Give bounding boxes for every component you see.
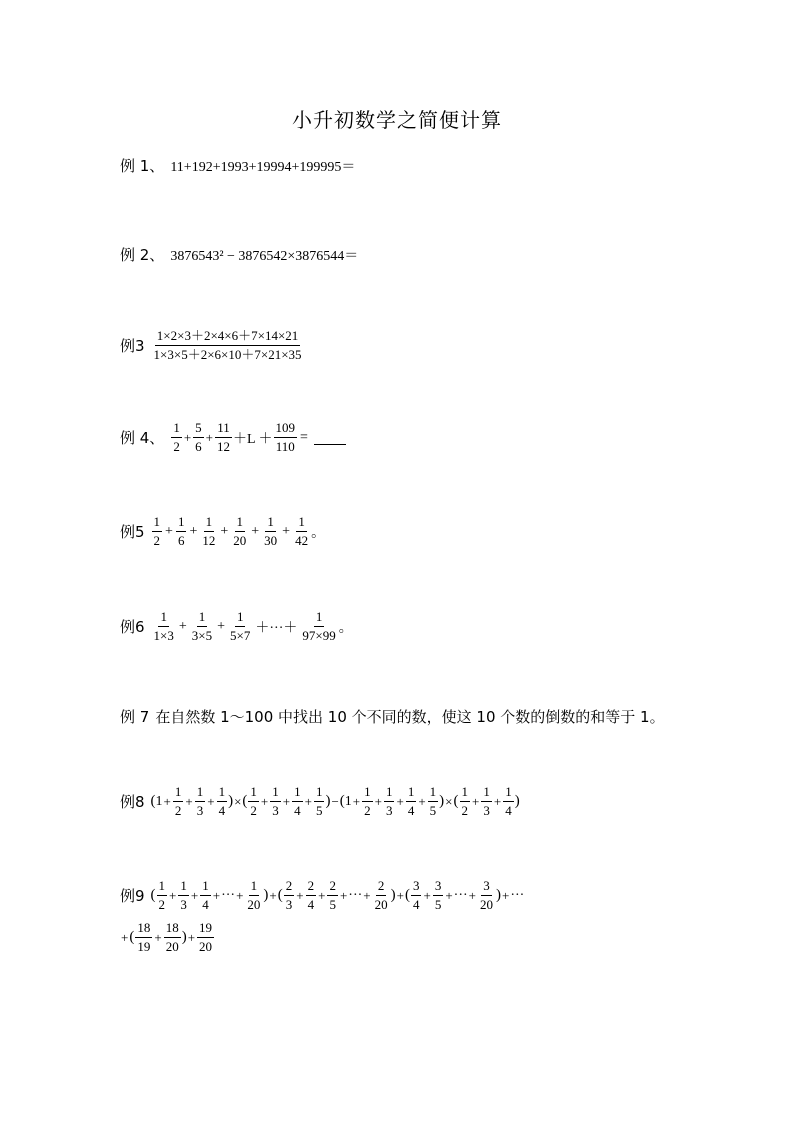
fraction-numerator: 19 bbox=[197, 920, 214, 938]
fraction-denominator: 1×3 bbox=[153, 628, 174, 643]
fraction-numerator: 2 bbox=[376, 878, 387, 896]
ellipsis: ··· bbox=[510, 887, 525, 903]
example-7 bbox=[120, 706, 665, 727]
open-paren: ( bbox=[150, 887, 156, 903]
fraction bbox=[406, 784, 417, 819]
plus-sign: + bbox=[296, 887, 304, 903]
fraction-denominator: 3 bbox=[285, 897, 293, 912]
plus-sign: + bbox=[374, 793, 382, 809]
fraction bbox=[362, 784, 373, 819]
fraction-denominator: 5 bbox=[429, 803, 437, 818]
fraction-numerator: 1 bbox=[362, 784, 373, 802]
times-sign: × bbox=[234, 793, 242, 809]
plus-sign: + bbox=[282, 793, 291, 809]
fraction-denominator: 20 bbox=[480, 897, 494, 912]
fraction bbox=[245, 878, 262, 913]
example-1 bbox=[120, 155, 355, 176]
fraction-numerator: 1 bbox=[235, 514, 246, 532]
fraction-numerator: 1 bbox=[481, 784, 492, 802]
close-paren: ) bbox=[514, 793, 520, 809]
fraction-denominator: 4 bbox=[412, 897, 420, 912]
number-one: 1 bbox=[155, 793, 163, 809]
fraction-numerator: 1 bbox=[173, 784, 184, 802]
equals-sign: = bbox=[300, 429, 308, 445]
fraction-denominator: 20 bbox=[233, 533, 247, 548]
fraction-denominator: 4 bbox=[307, 897, 315, 912]
fraction bbox=[164, 920, 181, 955]
fraction-denominator: 2 bbox=[173, 439, 180, 454]
fraction bbox=[152, 609, 176, 644]
fraction-numerator: 1 bbox=[158, 609, 169, 627]
fraction-numerator: 2 bbox=[284, 878, 295, 896]
plus-sign: + bbox=[163, 793, 171, 809]
fraction-numerator: 3 bbox=[481, 878, 492, 896]
example-8 bbox=[120, 784, 520, 819]
fraction bbox=[270, 784, 281, 819]
fraction bbox=[152, 514, 163, 549]
plus-sign: + bbox=[282, 523, 291, 539]
fraction-numerator: 3 bbox=[411, 878, 422, 896]
period-mark: 。 bbox=[311, 524, 326, 541]
fraction-numerator: 11 bbox=[215, 420, 232, 438]
fraction-denominator: 4 bbox=[294, 803, 301, 818]
fraction-denominator: 3 bbox=[272, 803, 279, 818]
plus-sign: + bbox=[189, 523, 198, 539]
fraction bbox=[384, 784, 395, 819]
example-1-expression: 11+192+1993+19994+199995＝ bbox=[170, 159, 356, 175]
fraction-numerator: 1 bbox=[248, 784, 259, 802]
plus-sign: + bbox=[183, 429, 192, 445]
example-4-ellipsis: ＋L ＋ bbox=[233, 431, 273, 447]
fraction-numerator: 1 bbox=[428, 784, 439, 802]
plus-sign: + bbox=[121, 929, 129, 945]
fraction-denominator: 97×99 bbox=[302, 628, 336, 643]
fraction-denominator: 110 bbox=[275, 439, 295, 454]
fraction-numerator: 1 bbox=[384, 784, 395, 802]
open-paren: ( bbox=[242, 793, 248, 809]
fraction bbox=[157, 878, 168, 913]
fraction bbox=[503, 784, 514, 819]
plus-sign: + bbox=[236, 887, 244, 903]
example-3 bbox=[120, 328, 305, 363]
fraction bbox=[373, 878, 390, 913]
example-7-label: 例 7 bbox=[120, 708, 150, 726]
ellipsis: ··· bbox=[221, 887, 236, 903]
plus-sign: + bbox=[493, 793, 502, 809]
fraction bbox=[292, 784, 303, 819]
fraction-numerator: 1 bbox=[217, 784, 228, 802]
fraction bbox=[231, 514, 248, 549]
example-7-text: 在自然数 1～100 中找出 10 个不同的数，使这 10 个数的倒数的和等于 1。 bbox=[155, 708, 665, 726]
fraction bbox=[411, 878, 422, 913]
plus-sign: + bbox=[352, 793, 361, 809]
fraction bbox=[306, 878, 317, 913]
fraction-denominator: 2 bbox=[250, 803, 257, 818]
fraction-denominator: 4 bbox=[505, 803, 512, 818]
fraction-numerator: 1 bbox=[178, 878, 189, 896]
example-6 bbox=[120, 609, 353, 644]
page-title: 小升初数学之简便计算 bbox=[292, 108, 502, 132]
plus-sign: + bbox=[220, 523, 229, 539]
fraction bbox=[173, 784, 184, 819]
close-paren: ) bbox=[390, 887, 396, 903]
fraction bbox=[433, 878, 444, 913]
fraction bbox=[197, 920, 214, 955]
fraction-denominator: 3 bbox=[196, 803, 204, 818]
open-paren: ( bbox=[453, 793, 459, 809]
example-9-line-1 bbox=[120, 878, 524, 913]
plus-sign: + bbox=[185, 793, 193, 809]
open-paren: ( bbox=[150, 793, 156, 809]
period-mark: 。 bbox=[338, 619, 353, 636]
fraction-numerator: 1 bbox=[314, 784, 325, 802]
plus-sign: + bbox=[318, 887, 326, 903]
fraction-numerator: 1 bbox=[503, 784, 514, 802]
times-sign: × bbox=[445, 793, 453, 809]
fraction-numerator: 1 bbox=[270, 784, 281, 802]
fraction bbox=[217, 784, 228, 819]
open-paren: ( bbox=[277, 887, 283, 903]
fraction-numerator: 1 bbox=[157, 878, 168, 896]
fraction-denominator: 2 bbox=[364, 803, 371, 818]
fraction bbox=[460, 784, 471, 819]
plus-sign: + bbox=[339, 887, 348, 903]
open-paren: ( bbox=[129, 929, 135, 945]
fraction bbox=[171, 420, 182, 455]
plus-sign: + bbox=[190, 887, 199, 903]
plus-sign: + bbox=[251, 523, 260, 539]
answer-blank bbox=[314, 430, 346, 445]
fraction-numerator: 1 bbox=[171, 420, 182, 438]
fraction-denominator: 5×7 bbox=[230, 628, 251, 643]
fraction-numerator: 1 bbox=[249, 878, 260, 896]
plus-sign: + bbox=[304, 793, 312, 809]
fraction-denominator: 1×3×5＋2×6×10＋7×21×35 bbox=[153, 347, 302, 362]
fraction bbox=[300, 609, 337, 644]
fraction-denominator: 4 bbox=[218, 803, 226, 818]
open-paren: ( bbox=[339, 793, 345, 809]
fraction-denominator: 2 bbox=[153, 533, 161, 548]
example-2-expression: 3876543² − 3876542×3876544＝ bbox=[170, 248, 359, 264]
fraction-numerator: 1 bbox=[204, 514, 215, 532]
fraction bbox=[248, 784, 259, 819]
fraction-denominator: 12 bbox=[217, 439, 230, 454]
example-4 bbox=[120, 420, 346, 455]
fraction-denominator: 4 bbox=[407, 803, 415, 818]
fraction-denominator: 42 bbox=[295, 533, 309, 548]
fraction-denominator: 6 bbox=[177, 533, 185, 548]
example-3-fraction bbox=[152, 328, 304, 363]
fraction-denominator: 20 bbox=[374, 897, 388, 912]
example-9-label: 例9 bbox=[120, 887, 145, 905]
example-3-label: 例3 bbox=[120, 337, 145, 355]
close-paren: ) bbox=[181, 929, 187, 945]
fraction bbox=[193, 420, 204, 455]
example-4-label: 例 4、 bbox=[120, 429, 165, 447]
plus-sign: + bbox=[269, 887, 277, 903]
fraction-denominator: 2 bbox=[461, 803, 469, 818]
open-paren: ( bbox=[404, 887, 410, 903]
fraction-denominator: 5 bbox=[315, 803, 323, 818]
fraction-numerator: 3 bbox=[433, 878, 444, 896]
plus-sign: + bbox=[154, 929, 162, 945]
plus-sign: + bbox=[217, 618, 226, 634]
fraction-denominator: 3 bbox=[385, 803, 393, 818]
ellipsis-term: ＋···＋ bbox=[255, 620, 298, 636]
close-paren: ) bbox=[263, 887, 269, 903]
example-5 bbox=[120, 514, 325, 549]
close-paren: ) bbox=[439, 793, 445, 809]
fraction-denominator: 4 bbox=[202, 897, 209, 912]
plus-sign: + bbox=[165, 523, 173, 539]
fraction-numerator: 1 bbox=[195, 784, 206, 802]
plus-sign: + bbox=[445, 887, 453, 903]
plus-sign: + bbox=[178, 618, 187, 634]
fraction bbox=[228, 609, 252, 644]
plus-sign: + bbox=[187, 929, 196, 945]
fraction-numerator: 1 bbox=[176, 514, 187, 532]
fraction-denominator: 2 bbox=[158, 897, 166, 912]
example-2 bbox=[120, 244, 358, 265]
plus-sign: + bbox=[169, 887, 177, 903]
fraction-denominator: 3 bbox=[483, 803, 490, 818]
fraction bbox=[262, 514, 279, 549]
plus-sign: + bbox=[468, 887, 477, 903]
example-1-label: 例 1、 bbox=[120, 157, 165, 175]
plus-sign: + bbox=[502, 887, 510, 903]
number-one: 1 bbox=[344, 793, 352, 809]
fraction bbox=[200, 514, 217, 549]
fraction-numerator: 18 bbox=[135, 920, 152, 938]
fraction-numerator: 1 bbox=[296, 514, 307, 532]
fraction-numerator: 2 bbox=[327, 878, 338, 896]
close-paren: ) bbox=[325, 793, 331, 809]
fraction-denominator: 2 bbox=[174, 803, 182, 818]
fraction bbox=[274, 420, 298, 455]
fraction-numerator: 1 bbox=[265, 514, 276, 532]
plus-sign: + bbox=[418, 793, 426, 809]
example-8-label: 例8 bbox=[120, 793, 145, 811]
plus-sign: + bbox=[363, 887, 371, 903]
fraction-denominator: 20 bbox=[247, 897, 261, 912]
fraction bbox=[195, 784, 206, 819]
fraction-numerator: 1 bbox=[197, 609, 208, 627]
fraction-numerator: 109 bbox=[274, 420, 298, 438]
fraction bbox=[314, 784, 325, 819]
plus-sign: + bbox=[212, 887, 221, 903]
fraction bbox=[481, 784, 492, 819]
fraction-numerator: 1 bbox=[235, 609, 246, 627]
fraction bbox=[284, 878, 295, 913]
fraction-denominator: 12 bbox=[202, 533, 216, 548]
fraction bbox=[293, 514, 310, 549]
fraction-numerator: 1 bbox=[314, 609, 325, 627]
close-paren: ) bbox=[496, 887, 502, 903]
example-2-label: 例 2、 bbox=[120, 246, 165, 264]
fraction-denominator: 6 bbox=[195, 439, 202, 454]
plus-sign: + bbox=[396, 887, 404, 903]
example-6-label: 例6 bbox=[120, 618, 145, 636]
minus-sign: − bbox=[331, 793, 339, 809]
fraction bbox=[176, 514, 187, 549]
fraction bbox=[135, 920, 152, 955]
fraction bbox=[190, 609, 214, 644]
fraction-numerator: 1×2×3＋2×4×6＋7×14×21 bbox=[155, 328, 301, 346]
fraction bbox=[327, 878, 338, 913]
plus-sign: + bbox=[207, 793, 215, 809]
fraction-numerator: 1 bbox=[200, 878, 211, 896]
fraction-numerator: 1 bbox=[292, 784, 303, 802]
fraction-denominator: 5 bbox=[329, 897, 336, 912]
fraction-denominator: 20 bbox=[165, 939, 179, 954]
fraction-denominator: 5 bbox=[434, 897, 442, 912]
fraction-denominator: 3×5 bbox=[191, 628, 213, 643]
fraction-numerator: 1 bbox=[406, 784, 417, 802]
example-5-label: 例5 bbox=[120, 523, 145, 541]
fraction-numerator: 1 bbox=[460, 784, 471, 802]
fraction-denominator: 30 bbox=[264, 533, 278, 548]
fraction bbox=[215, 420, 232, 455]
plus-sign: + bbox=[396, 793, 404, 809]
close-paren: ) bbox=[228, 793, 234, 809]
fraction-numerator: 5 bbox=[193, 420, 204, 438]
fraction-denominator: 20 bbox=[199, 939, 213, 954]
fraction-denominator: 19 bbox=[137, 939, 151, 954]
plus-sign: + bbox=[423, 887, 431, 903]
plus-sign: + bbox=[472, 793, 480, 809]
fraction-numerator: 18 bbox=[164, 920, 181, 938]
fraction bbox=[428, 784, 439, 819]
plus-sign: + bbox=[260, 793, 269, 809]
example-9-line-2 bbox=[120, 920, 215, 955]
fraction bbox=[178, 878, 189, 913]
fraction-numerator: 2 bbox=[306, 878, 317, 896]
fraction bbox=[200, 878, 211, 913]
fraction bbox=[478, 878, 495, 913]
fraction-denominator: 3 bbox=[180, 897, 187, 912]
ellipsis: ··· bbox=[348, 887, 363, 903]
ellipsis: ··· bbox=[453, 887, 468, 903]
fraction-numerator: 1 bbox=[152, 514, 163, 532]
plus-sign: + bbox=[205, 429, 213, 445]
